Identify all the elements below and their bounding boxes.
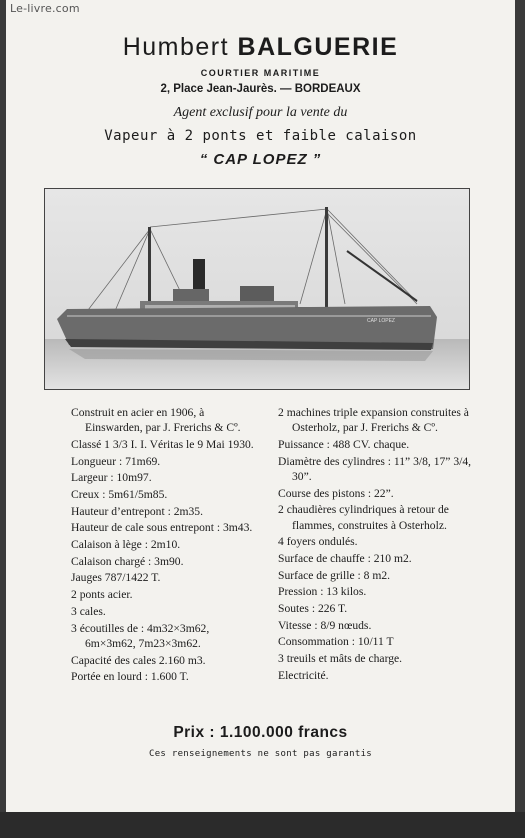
- watermark: Le-livre.com: [10, 2, 80, 15]
- spec-item: Consommation : 10/11 T: [278, 635, 394, 649]
- bottom-strip: [0, 812, 525, 838]
- broker-last-name: BALGUERIE: [237, 33, 399, 61]
- vessel-description: Vapeur à 2 ponts et faible calaison: [104, 128, 417, 144]
- spec-item: 3 treuils et mâts de charge.: [278, 652, 403, 666]
- spec-item: Puissance : 488 CV. chaque.: [278, 437, 410, 451]
- agent-line: Agent exclusif pour la vente du: [173, 105, 348, 120]
- spec-item: Pression : 13 kilos.: [278, 585, 367, 599]
- spec-item: Longueur : 71m69.: [71, 454, 161, 468]
- spec-item: 2 chaudières cylindriques à retour de flammes, construites à Osterholz.: [278, 503, 449, 532]
- spec-item: 2 ponts acier.: [71, 588, 133, 602]
- vessel-name: “ CAP LOPEZ ”: [199, 151, 322, 168]
- spec-item: Surface de grille : 8 m2.: [278, 568, 391, 582]
- spec-item: Classé 1 3/3 I. I. Véritas le 9 Mai 1930.: [71, 437, 254, 451]
- spec-item: Calaison à lège : 2m10.: [71, 538, 181, 552]
- spec-item: Portée en lourd : 1.600 T.: [71, 670, 189, 684]
- broker-name: [6, 33, 515, 62]
- disclaimer: Ces renseignements ne sont pas garantis: [148, 749, 373, 759]
- hull-name: CAP LOPEZ: [367, 318, 395, 324]
- spec-item: 4 foyers ondulés.: [278, 535, 358, 549]
- spec-item: Capacité des cales 2.160 m3.: [71, 653, 206, 667]
- spec-item: 2 machines triple expansion construites à Osterholz, par J. Frerichs & Cº.: [278, 406, 469, 435]
- spec-item: 3 cales.: [71, 604, 106, 618]
- ship-photo: [44, 188, 470, 390]
- spec-item: Construit en acier en 1906, à Einswarden, par J. Frerichs & Cº.: [71, 406, 241, 435]
- spec-item: Hauteur d’entrepont : 2m35.: [71, 504, 204, 518]
- spec-item: Electricité.: [278, 668, 329, 682]
- spec-item: 3 écoutilles de : 4m32×3m62, 6m×3m62, 7m23×3m62.: [71, 621, 210, 650]
- document-page: [6, 0, 515, 812]
- spec-item: Calaison chargé : 3m90.: [71, 554, 184, 568]
- spec-item: Course des pistons : 22”.: [278, 486, 394, 500]
- profession: COURTIER MARITIME: [200, 68, 321, 78]
- specs-left: [71, 405, 261, 686]
- address: 2, Place Jean-Jaurès. — BORDEAUX: [160, 83, 361, 95]
- spec-item: Jauges 787/1422 T.: [71, 571, 161, 585]
- spec-item: Creux : 5m61/5m85.: [71, 488, 168, 502]
- spec-item: Largeur : 10m97.: [71, 471, 152, 485]
- price: Prix : 1.100.000 francs: [173, 724, 348, 741]
- spec-item: Hauteur de cale sous entrepont : 3m43.: [71, 521, 253, 535]
- spec-item: Vitesse : 8/9 nœuds.: [278, 618, 372, 632]
- specs-right: [278, 405, 478, 685]
- spec-item: Diamètre des cylindres : 11” 3/8, 17” 3/4, 30”.: [278, 454, 472, 483]
- spec-item: Surface de chauffe : 210 m2.: [278, 552, 412, 566]
- broker-first-name: Humbert: [122, 33, 230, 61]
- spec-item: Soutes : 226 T.: [278, 602, 348, 616]
